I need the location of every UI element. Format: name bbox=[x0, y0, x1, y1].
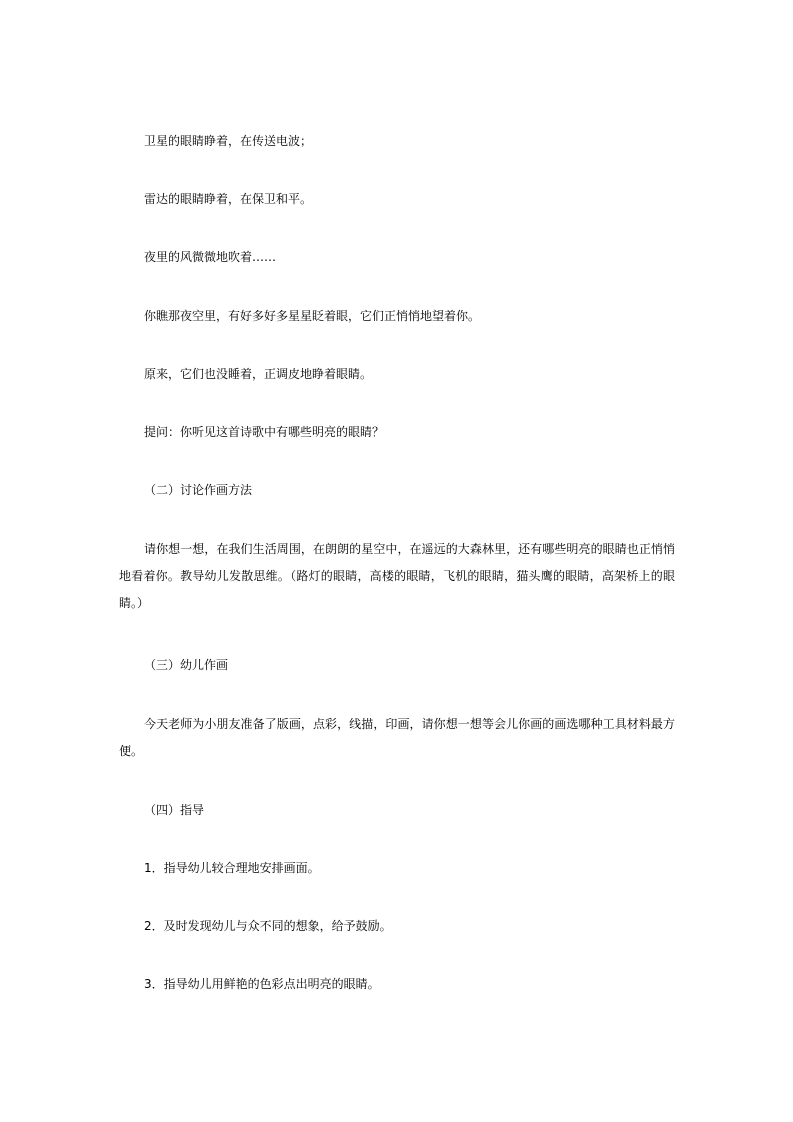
question-line: 提问：你听见这首诗歌中有哪些明亮的眼睛？ bbox=[144, 425, 385, 439]
section-heading-draw: （三）幼儿作画 bbox=[144, 658, 229, 672]
poem-line-wind: 夜里的风微微地吹着…… bbox=[144, 250, 277, 264]
guide-item-2: 2．及时发现幼儿与众不同的想象，给予鼓励。 bbox=[144, 919, 392, 933]
paragraph-discuss: 请你想一想，在我们生活周围，在朗朗的星空中，在遥远的大森林里，还有哪些明亮的眼睛也正悄悄地看着你。教导幼儿发散思维。（路灯的眼睛，高楼的眼睛，飞机的眼睛，猫头鹰的眼睛，高架桥上的眼睛。） bbox=[119, 542, 675, 610]
poem-line-awake: 原来，它们也没睡着，正调皮地睁着眼睛。 bbox=[144, 367, 373, 381]
section-heading-discuss: （二）讨论作画方法 bbox=[144, 483, 253, 497]
poem-line-satellite: 卫星的眼睛睁着，在传送电波； bbox=[144, 134, 313, 148]
poem-line-stars: 你瞧那夜空里，有好多好多星星眨着眼，它们正悄悄地望着你。 bbox=[144, 309, 481, 323]
guide-item-3: 3．指导幼儿用鲜艳的色彩点出明亮的眼睛。 bbox=[144, 977, 380, 991]
paragraph-draw: 今天老师为小朋友准备了版画，点彩，线描，印画，请你想一想等会儿你画的画选哪种工具材料最方便。 bbox=[119, 717, 675, 758]
section-heading-guide: （四）指导 bbox=[144, 803, 205, 817]
poem-line-radar: 雷达的眼睛睁着，在保卫和平。 bbox=[144, 192, 313, 206]
guide-item-1: 1．指导幼儿较合理地安排画面。 bbox=[144, 861, 320, 875]
